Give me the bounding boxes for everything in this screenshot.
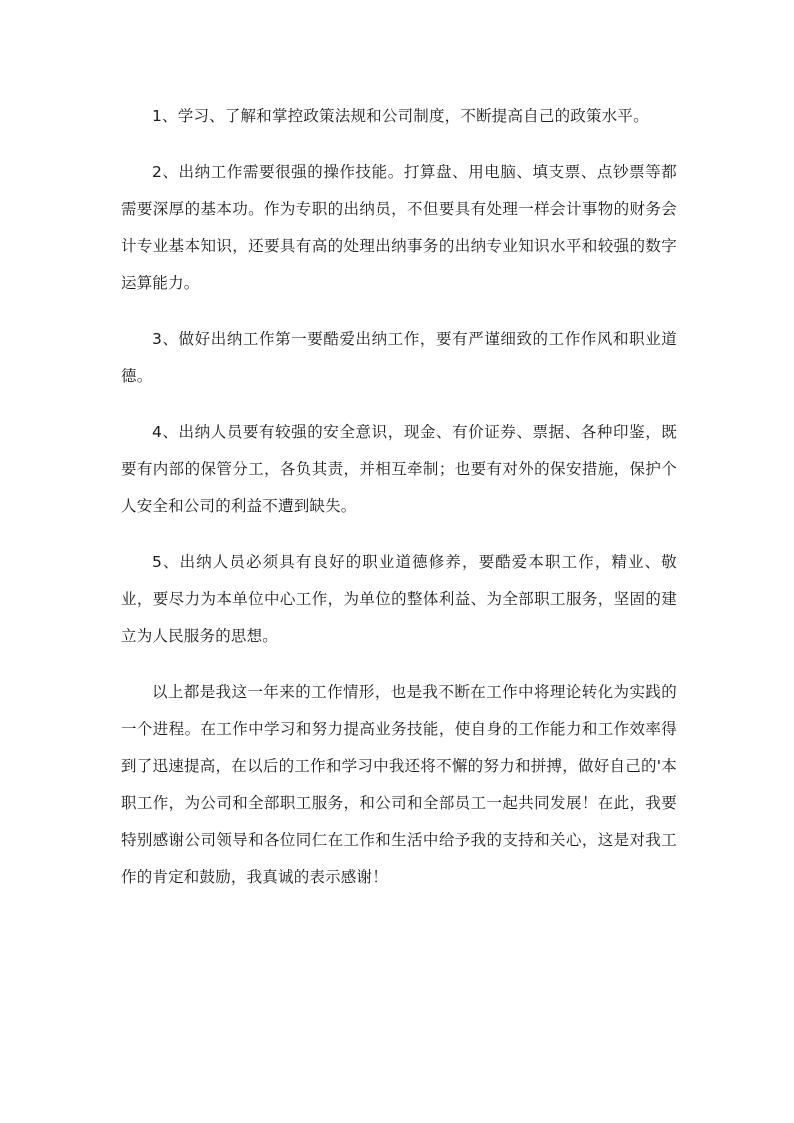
paragraph-summary: 以上都是我这一年来的工作情形，也是我不断在工作中将理论转化为实践的一个进程。在工作中学习和努力提高业务技能，使自身的工作能力和工作效率得到了迅速提高，在以后的工作和学习中我还将不懈的努力和拼搏，做好自己的'本职工作，为公司和全部职工服务，和公司和全部员工一起共同发展！在此，我要特别感谢公司领导和各位同仁在工作和生活中给予我的支持和关心，这是对我工作的肯定和鼓励，我真诚的表示感谢！: [121, 683, 677, 886]
paragraph-4: 4、出纳人员要有较强的安全意识，现金、有价证券、票据、各种印鉴，既要有内部的保管分工，各负其责，并相互牵制；也要有对外的保安措施，保护个人安全和公司的利益不遭到缺失。: [121, 423, 677, 515]
paragraph-2: 2、出纳工作需要很强的操作技能。打算盘、用电脑、填支票、点钞票等都需要深厚的基本功。作为专职的出纳员，不但要具有处理一样会计事物的财务会计专业基本知识，还要具有高的处理出纳事务的出纳专业知识水平和较强的数字运算能力。: [121, 163, 677, 292]
paragraph-5: 5、出纳人员必须具有良好的职业道德修养，要酷爱本职工作，精业、敬业，要尽力为本单位中心工作，为单位的整体利益、为全部职工服务，坚固的建立为人民服务的思想。: [121, 553, 677, 645]
paragraph-3: 3、做好出纳工作第一要酷爱出纳工作，要有严谨细致的工作作风和职业道德。: [121, 330, 677, 385]
paragraph-1: 1、学习、了解和掌控政策法规和公司制度，不断提高自己的政策水平。: [152, 107, 649, 125]
document-body: [121, 98, 677, 915]
